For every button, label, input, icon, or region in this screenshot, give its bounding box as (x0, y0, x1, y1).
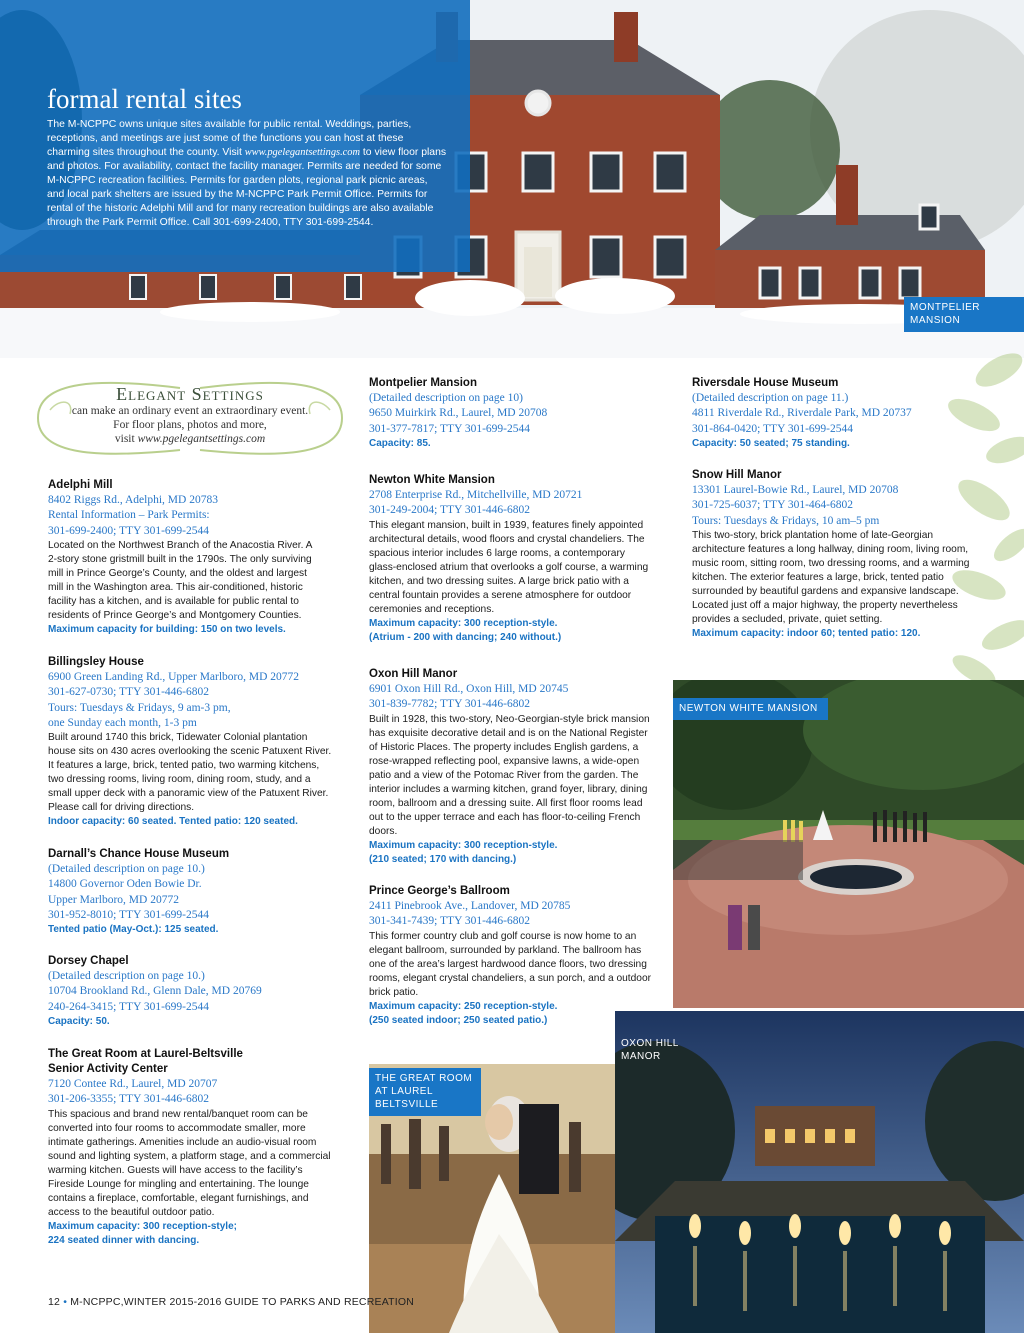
listing-adelphi-mill (48, 478, 323, 637)
listing-page-reference: (Detailed description on page 10.) (48, 863, 205, 875)
listing-capacity-detail: (210 seated; 170 with dancing.) (369, 853, 517, 865)
publication-title: M-NCPPC,WINTER 2015-2016 GUIDE TO PARKS AND RECREATION (70, 1296, 414, 1308)
listing-address: 9650 Muirkirk Rd., Laurel, MD 20708 (369, 407, 548, 420)
listing-riversdale-house (692, 376, 982, 451)
listing-name: Montpelier Mansion (369, 377, 477, 389)
listing-name: Oxon Hill Manor (369, 668, 458, 680)
page-number: 12 (48, 1296, 61, 1308)
listing-address: 8402 Riggs Rd., Adelphi, MD 20783 (48, 494, 218, 506)
badge-floorplans-text: For floor plans, photos and more, (113, 419, 267, 431)
listing-rental-info: Rental Information – Park Permits: (48, 509, 210, 522)
listing-capacity: Maximum capacity: 300 reception-style. (369, 617, 558, 629)
listing-billingsley-house (48, 655, 333, 829)
listing-description: Built in 1928, this two-story, Neo-Georgian-style brick mansion has exquisite decorative detail and is on the National Register of Historic Places. The property includes English gardens, a rose-wrapped reflecting pool, expansive lawns, a wide-open patio and a view of the Potomac River from the garden. The interior includes a warming kitchen, grand foyer, library, dining room, ballroom and a dressing suite. All first floor rooms lead out to the upper terrace and each has floor-to-ceiling French doors. (369, 713, 650, 837)
listing-description: This former country club and golf course is now home to an elegant ballroom, surrounded by parkland. The ballroom has one of the area’s largest hardwood dance floors, two dressing rooms, elegant crystal chandeliers, a sun porch, and a outdoor brick patio. (369, 930, 652, 998)
listing-name: Prince George’s Ballroom (369, 885, 510, 897)
listing-page-reference: (Detailed description on page 10.) (48, 970, 205, 982)
photo-caption-great-room: THE GREAT ROOM AT LAUREL BELTSVILLE (369, 1068, 481, 1116)
listing-capacity: Capacity: 50. (48, 1015, 110, 1027)
badge-title: Elegant Settings (116, 384, 264, 404)
listing-phone: 240-264-3415; TTY 301-699-2544 (48, 1000, 209, 1013)
listing-name: Billingsley House (48, 656, 144, 668)
listing-snow-hill-manor (692, 468, 982, 641)
listing-capacity: Maximum capacity: 300 reception-style. (369, 839, 558, 851)
listing-capacity-detail: 224 seated dinner with dancing. (48, 1234, 200, 1246)
listing-capacity: Maximum capacity for building: 150 on two levels. (48, 623, 286, 635)
listing-description: This two-story, brick plantation home of late-Georgian architecture features a long hallway, dining room, living room, music room, sitting room, two dressing rooms, and a warming kitchen. The exterior features a large, brick, tented patio surrounded by beautiful gardens and expansive landscape. Located just off a major highway, the property nevertheless provides a secluded, private, quiet setting. (692, 529, 970, 625)
listing-tours-sunday: one Sunday each month, 1-3 pm (48, 716, 197, 729)
listing-address: 14800 Governor Oden Bowie Dr. (48, 878, 202, 891)
intro-paragraph (47, 118, 447, 230)
wedding-patio-image (673, 680, 1024, 1008)
listing-phone: 301-952-8010; TTY 301-699-2544 (48, 908, 209, 921)
photo-caption-montpelier: MONTPELIER MANSION (904, 297, 1024, 332)
listing-name: Adelphi Mill (48, 479, 113, 491)
hero-photo-montpelier-mansion (0, 0, 1024, 358)
listing-capacity: Maximum capacity: 250 reception-style. (369, 1000, 558, 1012)
badge-tagline: can make an ordinary event an extraordinary event. (71, 405, 309, 417)
listing-page-reference: (Detailed description on page 10) (369, 392, 523, 404)
listing-phone: 301-725-6037; TTY 301-464-6802 (692, 499, 853, 512)
badge-visit-line (30, 433, 350, 445)
photo-caption-oxon: OXON HILL MANOR (621, 1038, 679, 1062)
listing-phone: 301-864-0420; TTY 301-699-2544 (692, 422, 853, 435)
listing-phone: 301-249-2004; TTY 301-446-6802 (369, 504, 530, 517)
listing-dorsey-chapel (48, 954, 333, 1029)
listing-tours: Tours: Tuesdays & Fridays, 9 am-3 pm, (48, 701, 231, 714)
listing-page-reference: (Detailed description on page 11.) (692, 392, 849, 404)
elegant-settings-badge (30, 370, 350, 466)
listing-description: Located on the Northwest Branch of the Anacostia River. A 2-story stone gristmill built in the 1790s. The only surviving mill in Prince George’s County, and the oldest and largest mill in the Washington area. This air-conditioned, historic facility has a kitchen, and is available for public rental to residents of Prince George’s and Montgomery Counties. (48, 539, 312, 621)
listing-description: This elegant mansion, built in 1939, features finely appointed architectural details, wood floors and crystal chandeliers. The spacious interior includes 6 large rooms, a contemporary glass-enclosed atrium that overlooks a golf course, a warming kitchen, and two dressing suites. A large brick patio with a central fountain provides a serene atmosphere for outdoor ceremonies and receptions. (369, 519, 649, 615)
listing-capacity: Maximum capacity: 300 reception-style; (48, 1220, 237, 1232)
listing-capacity-detail: (Atrium - 200 with dancing; 240 without.) (369, 631, 562, 643)
listing-montpelier-mansion (369, 376, 654, 451)
photo-great-room (369, 1064, 615, 1333)
listing-capacity: Tented patio (May-Oct.): 125 seated. (48, 924, 219, 936)
listing-great-room (48, 1047, 340, 1248)
listing-phone: 301-699-2400; TTY 301-699-2544 (48, 524, 209, 537)
listing-oxon-hill-manor (369, 667, 654, 867)
listing-name: Darnall’s Chance House Museum (48, 848, 230, 860)
listing-capacity: Capacity: 50 seated; 75 standing. (692, 437, 850, 449)
page-title: formal rental sites (47, 84, 242, 114)
listing-newton-white-mansion (369, 473, 654, 645)
intro-text: The M-NCPPC owns unique sites available for public rental. Weddings, parties, receptions, and meetings are just some of the functions you can host at these charming sites throughout the county. Visit (47, 119, 412, 158)
listing-name: Newton White Mansion (369, 474, 495, 486)
listing-tours: Tours: Tuesdays & Fridays, 10 am–5 pm (692, 514, 880, 527)
listing-capacity-detail: (250 seated indoor; 250 seated patio.) (369, 1014, 548, 1026)
listing-phone: 301-839-7782; TTY 301-446-6802 (369, 698, 530, 711)
listing-address: 7120 Contee Rd., Laurel, MD 20707 (48, 1078, 218, 1090)
listing-address: 2411 Pinebrook Ave., Landover, MD 20785 (369, 900, 571, 912)
badge-visit-prefix: visit (114, 433, 138, 445)
photo-oxon-hill-manor (615, 1011, 1024, 1333)
listing-address: 4811 Riverdale Rd., Riverdale Park, MD 20737 (692, 407, 912, 420)
listing-darnalls-chance (48, 847, 333, 937)
listing-description: Built around 1740 this brick, Tidewater Colonial plantation house sits on 430 acres overlooking the scenic Patuxent River. It features a large, brick, tented patio, two warming kitchens, two dressing rooms, living room, dining room, study, and a small upper deck with a panoramic view of the Patuxent River. Please call for driving directions. (48, 732, 332, 814)
listing-phone: 301-206-3355; TTY 301-446-6802 (48, 1093, 209, 1106)
website-link[interactable]: www.pgelegantsettings.com (244, 147, 360, 158)
listing-capacity: Capacity: 85. (369, 437, 431, 449)
listing-address: 2708 Enterprise Rd., Mitchellville, MD 20721 (369, 489, 583, 501)
photo-newton-white-mansion (673, 680, 1024, 1008)
listing-address: 10704 Brookland Rd., Glenn Dale, MD 20769 (48, 985, 262, 998)
listing-city: Upper Marlboro, MD 20772 (48, 893, 179, 906)
listing-phone: 301-377-7817; TTY 301-699-2544 (369, 422, 530, 435)
listing-name: Riversdale House Museum (692, 377, 839, 389)
listing-name: The Great Room at Laurel-Beltsville Senior Activity Center (48, 1048, 243, 1075)
intro-text-continued: to view floor plans and photos. For availability, contact the facility manager. Permits are needed for some M-NCPPC recreation facilities. Permits for garden plots, regional park picnic areas, and local park shelters are issued by the M-NCPPC Park Permit Office. Permits for rental of the historic Adelphi Mill and for many recreation buildings are also available through the Park Permit Office. Call 301-699-2400, TTY 301-699-2544. (47, 147, 447, 228)
page-footer (48, 1296, 414, 1308)
listing-address: 13301 Laurel-Bowie Rd., Laurel, MD 20708 (692, 484, 899, 496)
listing-capacity: Maximum capacity: indoor 60; tented patio: 120. (692, 627, 921, 639)
listing-name: Dorsey Chapel (48, 955, 129, 967)
photo-caption-newton: NEWTON WHITE MANSION (673, 698, 828, 720)
listing-prince-georges-ballroom (369, 884, 654, 1028)
footer-bullet: • (63, 1296, 68, 1308)
badge-website-link[interactable]: www.pgelegantsettings.com (137, 433, 266, 445)
listing-phone: 301-627-0730; TTY 301-446-6802 (48, 686, 209, 699)
listing-phone: 301-341-7439; TTY 301-446-6802 (369, 915, 530, 928)
listing-name: Snow Hill Manor (692, 469, 782, 481)
listing-capacity: Indoor capacity: 60 seated. Tented patio: 120 seated. (48, 816, 298, 828)
listing-address: 6900 Green Landing Rd., Upper Marlboro, MD 20772 (48, 671, 300, 683)
listing-description: This spacious and brand new rental/banquet room can be converted into four rooms to accommodate smaller, more intimate gatherings. Amenities include an audio-visual room sound and lighting system, a platform stage, and a commercial warming kitchen. Guests will have access to the facility’s Fireside Lounge for mingling and entertaining. The lounge contains a fireplace, comfortable, elegant furnishings, and access to the beautiful outdoor patio. (48, 1108, 331, 1218)
listing-address: 6901 Oxon Hill Rd., Oxon Hill, MD 20745 (369, 683, 569, 695)
